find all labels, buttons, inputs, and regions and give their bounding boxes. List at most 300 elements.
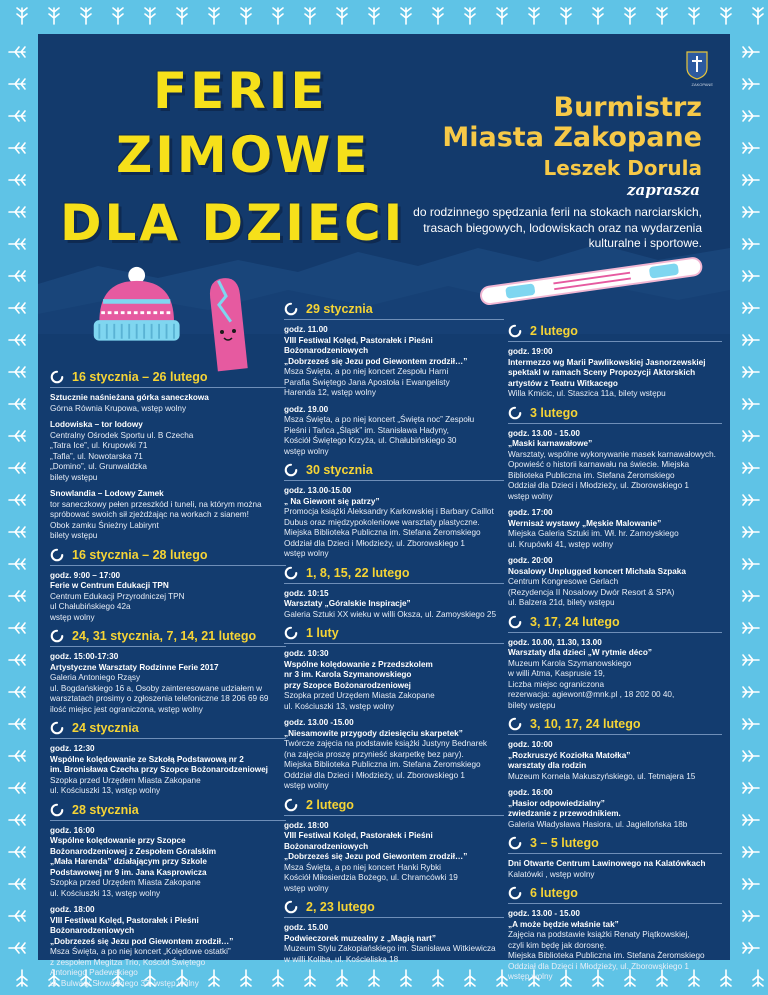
event-detail-line: Antoniego Padewskiego bbox=[50, 968, 138, 977]
event-detail-line: w willi Atma, Kasprusie 19, bbox=[508, 669, 605, 678]
event-detail-line: Miejska Biblioteka Publiczna im. Stefana Żeromskiego bbox=[508, 951, 705, 960]
title-dla-dzieci: DLA DZIECI bbox=[60, 194, 406, 252]
border-sprig-icon bbox=[9, 815, 25, 825]
event-detail-line: Górna Równia Krupowa, wstęp wolny bbox=[50, 403, 187, 413]
event-detail-line: w willi Koliba, ul. Kościeliska 18 bbox=[284, 954, 399, 964]
border-sprig-icon bbox=[743, 559, 759, 569]
section-date-heading bbox=[508, 717, 722, 735]
event-detail-line: ul Chałubińskiego 42a bbox=[50, 602, 131, 611]
border-sprig-icon bbox=[743, 911, 759, 921]
border-sprig-icon bbox=[743, 527, 759, 537]
border-sprig-icon bbox=[743, 303, 759, 313]
event-title-line: Snowlandia – Lodowy Zamek bbox=[50, 489, 164, 498]
swirl-icon bbox=[284, 900, 298, 914]
border-sprig-icon bbox=[337, 970, 347, 986]
event-detail-line: ul. Kościuszki 13, wstęp wolny bbox=[50, 786, 161, 795]
event-title-line: Dni Otwarte Centrum Lawinowego na Kalatówkach bbox=[508, 859, 706, 868]
border-sprig-icon bbox=[743, 207, 759, 217]
event-detail-line: ul. Kościuszki 13, wstęp wolny bbox=[50, 888, 161, 898]
invites-text: zaprasza bbox=[626, 181, 700, 199]
event-detail-line: Miejska Galeria Sztuki im. Wł. hr. Zamoyskiego bbox=[508, 529, 679, 538]
event-entry bbox=[508, 788, 722, 830]
border-sprig-icon bbox=[743, 751, 759, 761]
border-sprig-icon bbox=[689, 8, 699, 24]
event-section bbox=[508, 717, 722, 830]
event-title-line: „Rozkruszyć Koziołka Matołka” bbox=[508, 750, 631, 760]
event-detail-line: bilety wstępu bbox=[508, 700, 556, 710]
event-detail-line: Msza Święta, a po niej koncert „Święta noc” Zespołu bbox=[284, 415, 475, 424]
event-detail-line: Twórcze zajęcia na podstawie książki Justyny Bednarek bbox=[284, 739, 487, 748]
event-title-line: godz. 10.00, 11.30, 13.00 bbox=[508, 637, 602, 647]
event-title-line: Ferie w Centrum Edukacji TPN bbox=[50, 581, 169, 590]
ski-board-illustration bbox=[476, 260, 708, 300]
event-title-line: Wspólne kolędowanie z Przedszkolem bbox=[284, 659, 433, 669]
event-title-line: godz. 20:00 bbox=[508, 556, 553, 565]
event-title-line: artystów z Teatru Witkacego bbox=[508, 378, 618, 388]
border-sprig-icon bbox=[9, 143, 25, 153]
border-sprig-icon bbox=[9, 399, 25, 409]
event-detail-line: rezerwacja: agiewont@mnk.pl , 18 202 00 40, bbox=[508, 690, 675, 699]
event-detail-line: Msza Święta, a po niej koncert Zespołu Harni bbox=[284, 367, 449, 376]
event-title-line: godz. 19:00 bbox=[508, 347, 553, 356]
event-detail-line: (na zajęcia proszę przynieść skarpetkę bez pary). bbox=[284, 749, 464, 759]
event-detail-line: Centralny Ośrodek Sportu ul. B Czecha bbox=[50, 430, 194, 440]
border-sprig-icon bbox=[337, 8, 347, 24]
border-sprig-icon bbox=[465, 8, 475, 24]
event-section bbox=[284, 566, 504, 621]
border-sprig-icon bbox=[401, 970, 411, 986]
border-sprig-icon bbox=[209, 8, 219, 24]
border-sprig-icon bbox=[9, 207, 25, 217]
event-title-line: „Niesamowite przygody dziesięciu skarpetek” bbox=[284, 728, 463, 738]
event-detail-line: warsztatach prosimy o zgłoszenia telefoniczne 18 206 69 69 bbox=[50, 694, 269, 703]
section-date-heading bbox=[508, 886, 722, 904]
section-date-heading bbox=[508, 836, 722, 854]
event-detail-line: wstęp wolny bbox=[50, 612, 95, 622]
border-sprig-icon bbox=[145, 8, 155, 24]
event-title-line: Artystyczne Warsztaty Rodzinne Ferie 2017 bbox=[50, 662, 219, 672]
event-entry bbox=[50, 489, 286, 542]
event-section bbox=[50, 629, 286, 715]
winter-hat-illustration bbox=[90, 266, 202, 350]
border-sprig-icon bbox=[743, 175, 759, 185]
event-detail-line: Pieśni i Tańca „Śląsk” im. Stanisława Hadyny, bbox=[284, 425, 449, 435]
event-detail-line: ul. Balzera 21d, bilety wstępu bbox=[508, 598, 615, 607]
swirl-icon bbox=[508, 836, 522, 850]
border-sprig-icon bbox=[9, 879, 25, 889]
border-sprig-icon bbox=[9, 943, 25, 953]
event-title-line: VIII Festiwal Kolęd, Pastorałek i Pieśni bbox=[284, 335, 433, 345]
event-entry bbox=[284, 923, 504, 965]
section-date-heading bbox=[508, 406, 722, 424]
section-date-heading bbox=[50, 803, 286, 821]
event-detail-line: Zajęcia na podstawie książki Renaty Piątkowskiej, bbox=[508, 930, 690, 939]
city-coat-of-arms bbox=[686, 50, 708, 80]
border-sprig-icon bbox=[497, 8, 507, 24]
section-date-heading bbox=[508, 615, 722, 633]
border-sprig-icon bbox=[9, 175, 25, 185]
event-detail-line: Harenda 12, wstęp wolny bbox=[284, 388, 376, 397]
event-detail-line: Oddział dla Dzieci i Młodzieży, ul. Zborowskiego 1 bbox=[284, 770, 465, 780]
event-title-line: przy Szopce Bożonarodzeniowej bbox=[284, 680, 411, 690]
section-date-heading bbox=[284, 302, 504, 320]
border-sprig-icon bbox=[49, 8, 59, 24]
event-title-line: godz. 10:00 bbox=[508, 740, 553, 749]
border-sprig-icon bbox=[9, 655, 25, 665]
section-date-text: 24 stycznia bbox=[72, 721, 139, 735]
swirl-icon bbox=[284, 463, 298, 477]
event-title-line: godz. 17:00 bbox=[508, 508, 553, 517]
event-entry bbox=[50, 393, 286, 414]
event-section bbox=[50, 721, 286, 797]
border-sprig-icon bbox=[743, 143, 759, 153]
section-date-heading bbox=[50, 370, 286, 388]
column-left bbox=[50, 370, 286, 995]
event-detail-line: bilety wstępu bbox=[50, 472, 98, 482]
host-line2: Miasta Zakopane bbox=[442, 122, 702, 153]
event-detail-line: „Tafla”, ul. Nowotarska 71 bbox=[50, 451, 143, 461]
border-sprig-icon bbox=[177, 8, 187, 24]
event-detail-line: Szopka przed Urzędem Miasta Zakopane bbox=[50, 878, 201, 887]
event-title-line: godz. 10:30 bbox=[284, 649, 329, 658]
event-title-line: Wernisaż wystawy „Męskie Malowanie” bbox=[508, 518, 662, 528]
event-entry bbox=[508, 347, 722, 400]
section-date-text: 2 lutego bbox=[530, 324, 578, 338]
event-detail-line: Dubus oraz międzypokoleniowe warsztaty plastyczne. bbox=[284, 517, 480, 527]
event-detail-line: Promocja książki Aleksandry Karkowskiej i Barbary Caillot bbox=[284, 507, 494, 516]
event-detail-line: z zespołem Megitza Trio, Kościół Świętego bbox=[50, 957, 206, 967]
event-detail-line: „Tatra Ice”, ul. Krupowki 71 bbox=[50, 441, 148, 450]
border-sprig-icon bbox=[743, 687, 759, 697]
event-detail-line: Muzeum Stylu Zakopiańskiego im. Stanisława Witkiewicza bbox=[284, 944, 496, 953]
event-detail-line: ilość miejsc jest ograniczona, wstęp wolny bbox=[50, 704, 203, 714]
border-sprig-icon bbox=[743, 943, 759, 953]
event-section bbox=[508, 406, 722, 609]
border-sprig-icon bbox=[561, 8, 571, 24]
border-sprig-icon bbox=[9, 431, 25, 441]
event-title-line: „Dobrzeześ się Jezu pod Giewontem zrodził…” bbox=[284, 852, 468, 861]
event-title-line: Wspólne kolędowanie ze Szkołą Podstawową nr 2 bbox=[50, 754, 244, 764]
event-entry bbox=[50, 420, 286, 483]
border-sprig-icon bbox=[9, 847, 25, 857]
event-detail-line: Oddział dla Dzieci i Młodzieży, ul. Zborowskiego 1 bbox=[284, 538, 465, 548]
section-date-text: 30 stycznia bbox=[306, 463, 373, 477]
border-sprig-icon bbox=[9, 367, 25, 377]
border-sprig-icon bbox=[743, 591, 759, 601]
event-detail-line: Miejska Biblioteka Publiczna im. Stefana Żeromskiego bbox=[284, 760, 481, 769]
title-ferie: FERIE bbox=[153, 62, 328, 120]
event-entry bbox=[284, 649, 504, 712]
section-date-heading bbox=[284, 463, 504, 481]
event-detail-line: ul. Kościuszki 13, wstęp wolny bbox=[284, 701, 395, 711]
border-sprig-icon bbox=[433, 8, 443, 24]
border-sprig-icon bbox=[81, 8, 91, 24]
event-detail-line: bilety wstępu bbox=[50, 531, 98, 540]
event-title-line: Intermezzo wg Marii Pawlikowskiej Jasnorzewskiej bbox=[508, 357, 706, 367]
event-detail-line: wstęp wolny bbox=[284, 446, 329, 456]
event-title-line: godz. 19.00 bbox=[284, 404, 329, 414]
event-title-line: im. Bronisława Czecha przy Szopce Bożonarodzeniowej bbox=[50, 765, 268, 774]
border-sprig-icon bbox=[9, 623, 25, 633]
border-sprig-icon bbox=[743, 111, 759, 121]
event-title-line: godz. 15.00 bbox=[284, 923, 329, 932]
event-detail-line: Parafia Świętego Jana Apostoła i Ewangelisty bbox=[284, 377, 450, 387]
event-title-line: zwiedzanie z przewodnikiem. bbox=[508, 809, 621, 818]
border-sprig-icon bbox=[743, 271, 759, 281]
event-title-line: godz. 12:30 bbox=[50, 744, 95, 753]
event-section bbox=[284, 463, 504, 560]
event-entry bbox=[284, 589, 504, 621]
event-title-line: godz. 11.00 bbox=[284, 325, 328, 334]
border-sprig-icon bbox=[721, 970, 731, 986]
event-entry bbox=[508, 638, 722, 712]
event-entry bbox=[50, 652, 286, 715]
event-title-line: Bożonarodzeniowych bbox=[284, 841, 369, 851]
event-detail-line: ul. Bogdańskiego 16 a, Osoby zainteresowane udziałem w bbox=[50, 683, 263, 693]
event-section bbox=[284, 798, 504, 895]
event-title-line: „Dobrzeześ się Jezu pod Giewontem zrodził…” bbox=[50, 936, 234, 946]
border-sprig-icon bbox=[9, 47, 25, 57]
poster bbox=[38, 34, 730, 988]
event-detail-line: wstęp wolny bbox=[284, 883, 329, 893]
event-entry bbox=[508, 740, 722, 782]
event-detail-line: Galeria Władysława Hasiora, ul. Jagiellońska 18b bbox=[508, 819, 688, 829]
border-sprig-icon bbox=[743, 367, 759, 377]
swirl-icon bbox=[284, 626, 298, 640]
border-sprig-icon bbox=[369, 970, 379, 986]
border-sprig-icon bbox=[753, 8, 763, 24]
section-date-heading bbox=[284, 626, 504, 644]
border-sprig-icon bbox=[9, 751, 25, 761]
event-section bbox=[508, 886, 722, 983]
border-sprig-icon bbox=[9, 783, 25, 793]
border-sprig-icon bbox=[305, 8, 315, 24]
logo-caption: ZAKOPANE bbox=[691, 82, 713, 87]
border-sprig-icon bbox=[743, 463, 759, 473]
border-sprig-icon bbox=[743, 495, 759, 505]
event-title-line: Lodowiska – tor lodowy bbox=[50, 420, 143, 429]
swirl-icon bbox=[284, 566, 298, 580]
section-date-heading bbox=[50, 629, 286, 647]
border-sprig-icon bbox=[433, 970, 443, 986]
section-date-heading bbox=[284, 900, 504, 918]
event-entry bbox=[508, 556, 722, 609]
event-detail-line: czyli kim będę jak dorosnę. bbox=[508, 940, 607, 950]
snowboard-illustration bbox=[203, 274, 253, 374]
border-sprig-icon bbox=[9, 79, 25, 89]
event-title-line: Wspólne kolędowanie przy Szopce bbox=[50, 836, 186, 845]
border-sprig-icon bbox=[9, 559, 25, 569]
event-detail-line: Opowieść o historii karnawału na świecie. Miejska bbox=[508, 460, 690, 469]
event-section bbox=[50, 803, 286, 990]
event-title-line: „Hasior odpowiedzialny” bbox=[508, 798, 605, 808]
intro-text: do rodzinnego spędzania ferii na stokach narciarskich, trasach biegowych, lodowiskach oraz na wydarzenia kulturalne i sportowe. bbox=[413, 205, 702, 251]
event-detail-line: Willa Kmicic, ul. Staszica 11a, bilety wstępu bbox=[508, 389, 666, 398]
section-date-text: 29 stycznia bbox=[306, 302, 373, 316]
event-detail-line: „Domino”, ul. Grunwaldzka bbox=[50, 462, 147, 471]
event-title-line: godz. 13.00 - 15.00 bbox=[508, 909, 580, 918]
section-date-text: 3 lutego bbox=[530, 405, 578, 420]
section-date-text: 2 lutego bbox=[306, 797, 354, 812]
event-section bbox=[508, 615, 722, 712]
border-sprig-icon bbox=[743, 399, 759, 409]
event-title-line: „ Na Giewont się patrzy” bbox=[284, 496, 380, 506]
border-sprig-icon bbox=[9, 303, 25, 313]
swirl-icon bbox=[508, 324, 522, 338]
event-title-line: „Mała Harenda” działającym przy Szkole bbox=[50, 857, 207, 866]
border-sprig-icon bbox=[657, 8, 667, 24]
event-detail-line: Muzeum Karola Szymanowskiego bbox=[508, 658, 632, 668]
event-entry bbox=[50, 744, 286, 797]
event-detail-line: wstęp wolny bbox=[284, 549, 329, 558]
section-date-text: 3, 17, 24 lutego bbox=[530, 614, 620, 629]
event-title-line: godz. 9:00 – 17:00 bbox=[50, 570, 121, 580]
event-title-line: „Maski karnawałowe” bbox=[508, 439, 593, 448]
event-detail-line: Oddział dla Dzieci i Młodzieży, ul. Zborowskiego 1 bbox=[508, 481, 689, 490]
event-detail-line: Oddział dla Dzieci i Młodzieży, ul. Zborowskiego 1 bbox=[508, 961, 689, 971]
event-entry bbox=[50, 826, 286, 900]
section-date-text: 3 – 5 lutego bbox=[530, 836, 599, 850]
event-title-line: Warsztaty dla dzieci „W rytmie déco” bbox=[508, 648, 652, 657]
swirl-icon bbox=[508, 406, 522, 420]
swirl-icon bbox=[50, 721, 64, 735]
border-sprig-icon bbox=[743, 783, 759, 793]
border-sprig-icon bbox=[401, 8, 411, 24]
border-sprig-icon bbox=[9, 111, 25, 121]
section-date-heading bbox=[284, 566, 504, 584]
border-sprig-icon bbox=[9, 463, 25, 473]
event-detail-line: Miejska Biblioteka Publiczna im. Stefana Żeromskiego bbox=[284, 528, 481, 537]
border-sprig-icon bbox=[743, 239, 759, 249]
column-middle bbox=[284, 302, 504, 971]
border-sprig-icon bbox=[9, 335, 25, 345]
border-sprig-icon bbox=[743, 655, 759, 665]
event-detail-line: wstęp wolny bbox=[284, 781, 329, 790]
event-title-line: VIII Festiwal Kolęd, Pastorałek i Pieśni bbox=[284, 831, 433, 840]
event-detail-line: Biblioteka Publiczna im. Stefana Żeromskiego bbox=[508, 470, 675, 480]
section-date-text: 16 stycznia – 28 lutego bbox=[72, 547, 208, 562]
event-section bbox=[50, 548, 286, 624]
event-title-line: Podstawowej nr 9 im. Jana Kasprowicza bbox=[50, 867, 207, 877]
border-sprig-icon bbox=[593, 8, 603, 24]
swirl-icon bbox=[50, 803, 64, 817]
event-detail-line: Msza Święta, a po niej koncert Hanki Rybki bbox=[284, 862, 441, 872]
border-sprig-icon bbox=[9, 911, 25, 921]
border-sprig-icon bbox=[743, 623, 759, 633]
event-detail-line: wstęp wolny bbox=[508, 972, 553, 981]
event-detail-line: Szopka przed Urzędem Miasta Zakopane bbox=[50, 775, 201, 785]
border-sprig-icon bbox=[721, 8, 731, 24]
event-detail-line: ul. Bulwary Słowackiego 33, wstęp wolny bbox=[50, 978, 199, 988]
section-date-heading bbox=[50, 721, 286, 739]
event-title-line: nr 3 im. Karola Szymanowskiego bbox=[284, 670, 412, 679]
border-sprig-icon bbox=[465, 970, 475, 986]
event-detail-line: Galeria Antoniego Rząsy bbox=[50, 673, 141, 682]
event-title-line: godz. 13.00-15.00 bbox=[284, 486, 352, 495]
event-section bbox=[284, 626, 504, 792]
event-entry bbox=[508, 508, 722, 550]
event-title-line: Nosalowy Unplugged koncert Michała Szpaka bbox=[508, 566, 686, 576]
event-title-line: „A może będzie właśnie tak” bbox=[508, 919, 619, 929]
section-date-text: 6 lutego bbox=[530, 886, 578, 900]
border-sprig-icon bbox=[625, 8, 635, 24]
host-name: Leszek Dorula bbox=[543, 156, 702, 180]
event-title-line: warsztaty dla rodzin bbox=[508, 761, 587, 770]
swirl-icon bbox=[508, 717, 522, 731]
section-date-heading bbox=[50, 548, 286, 566]
event-detail-line: wstęp wolny bbox=[508, 491, 553, 501]
section-date-text: 24, 31 stycznia, 7, 14, 21 lutego bbox=[72, 629, 257, 643]
section-date-heading bbox=[508, 324, 722, 342]
event-detail-line: ul. Krupówki 41, wstęp wolny bbox=[508, 539, 614, 549]
event-title-line: Bożonarodzeniowych bbox=[284, 346, 369, 355]
event-detail-line: Centrum Edukacji Przyrodniczej TPN bbox=[50, 591, 185, 601]
swirl-icon bbox=[284, 302, 298, 316]
border-sprig-icon bbox=[9, 495, 25, 505]
event-title-line: godz. 18:00 bbox=[284, 820, 329, 830]
border-sprig-icon bbox=[743, 879, 759, 889]
event-detail-line: Szopka przed Urzędem Miasta Zakopane bbox=[284, 691, 435, 700]
event-title-line: godz. 16:00 bbox=[508, 788, 553, 797]
section-date-heading bbox=[284, 798, 504, 816]
event-detail-line: tor saneczkowy pełen przeszkód i tuneli, na którym można bbox=[50, 499, 262, 509]
swirl-icon bbox=[284, 798, 298, 812]
event-entry bbox=[284, 325, 504, 399]
event-detail-line: Kościół Miłosierdzia Bożego, ul. Chramcówki 19 bbox=[284, 873, 458, 882]
swirl-icon bbox=[50, 548, 64, 562]
border-sprig-icon bbox=[9, 687, 25, 697]
section-date-text: 3, 10, 17, 24 lutego bbox=[530, 717, 641, 731]
event-title-line: godz. 15:00-17:30 bbox=[50, 652, 119, 661]
event-entry bbox=[50, 571, 286, 624]
event-detail-line: spróbować swoich sił zjeżdżając na workach z sianem! bbox=[50, 510, 249, 519]
swirl-icon bbox=[50, 629, 64, 643]
section-date-text: 2, 23 lutego bbox=[306, 900, 375, 914]
event-title-line: VIII Festiwal Kolęd, Pastorałek i Pieśni bbox=[50, 915, 199, 925]
border-sprig-icon bbox=[113, 8, 123, 24]
event-title-line: Bożonarodzeniowych bbox=[50, 926, 135, 935]
event-entry bbox=[284, 821, 504, 895]
event-title-line: godz. 10:15 bbox=[284, 588, 329, 598]
event-detail-line: Muzeum Kornela Makuszyńskiego, ul. Tetmajera 15 bbox=[508, 771, 696, 781]
event-section bbox=[284, 900, 504, 965]
border-sprig-icon bbox=[9, 239, 25, 249]
event-title-line: godz. 13.00 -15.00 bbox=[284, 718, 354, 727]
event-detail-line: Warsztaty, wspólne wykonywanie masek karnawałowych. bbox=[508, 449, 716, 459]
swirl-icon bbox=[508, 886, 522, 900]
event-title-line: Warsztaty „Góralskie Inspiracje” bbox=[284, 599, 411, 608]
event-entry bbox=[508, 909, 722, 983]
border-sprig-icon bbox=[17, 8, 27, 24]
border-sprig-icon bbox=[9, 719, 25, 729]
event-detail-line: Msza Święta, a po niej koncert „Kolędowe ostatki” bbox=[50, 947, 231, 956]
event-detail-line: Galeria Sztuki XX wieku w willi Oksza, ul. Zamoyskiego 25 bbox=[284, 609, 497, 619]
event-section bbox=[508, 324, 722, 400]
border-sprig-icon bbox=[743, 815, 759, 825]
event-section bbox=[284, 302, 504, 457]
event-title-line: Bożonarodzeniowej z Zespołem Góralskim bbox=[50, 846, 217, 856]
section-date-text: 28 stycznia bbox=[72, 802, 139, 817]
event-entry bbox=[508, 859, 722, 880]
event-title-line: godz. 16:00 bbox=[50, 825, 95, 835]
event-detail-line: Kalatówki , wstęp wolny bbox=[508, 869, 595, 879]
border-sprig-icon bbox=[369, 8, 379, 24]
event-section bbox=[508, 836, 722, 880]
border-sprig-icon bbox=[743, 79, 759, 89]
section-date-text: 1, 8, 15, 22 lutego bbox=[306, 565, 410, 580]
event-entry bbox=[50, 905, 286, 989]
border-sprig-icon bbox=[529, 8, 539, 24]
